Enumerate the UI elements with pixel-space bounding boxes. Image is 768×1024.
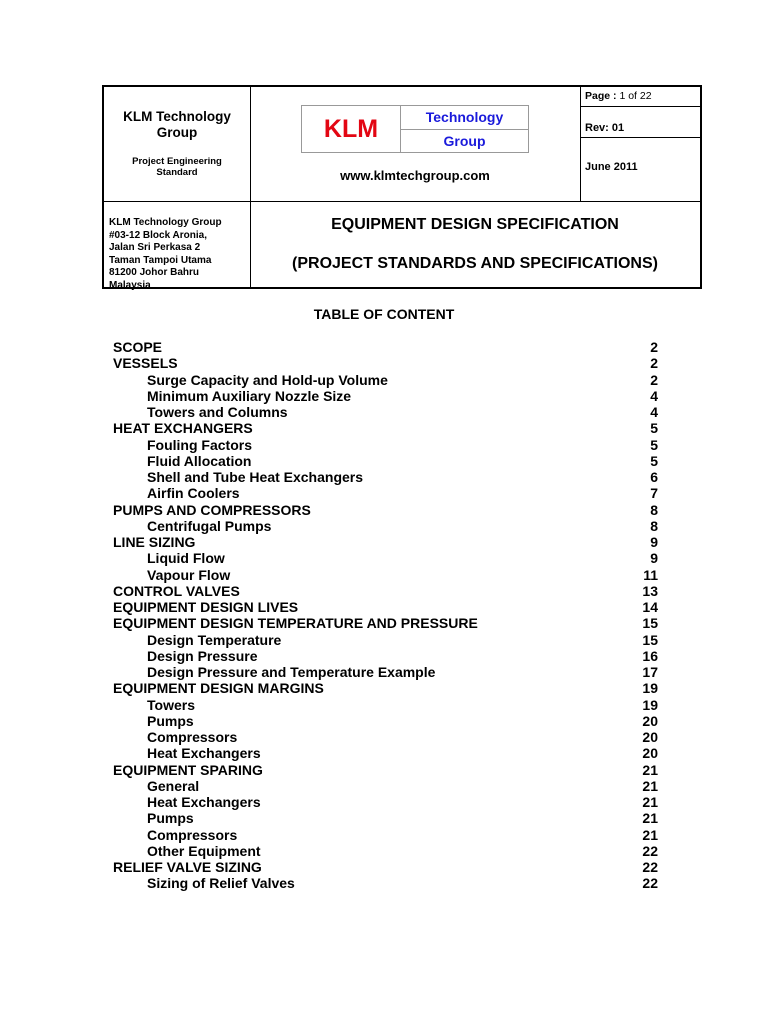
header-divider [104,201,700,202]
toc-entry[interactable] [113,502,658,518]
toc-entry-label: LINE SIZING [113,534,196,550]
toc-entry[interactable] [113,778,658,794]
toc-entry-page: 8 [650,517,658,534]
toc-entry-label: Pumps [147,810,194,827]
page-label: Page : [585,90,617,102]
address-line: Jalan Sri Perkasa 2 [109,242,201,253]
toc-entry-label: EQUIPMENT DESIGN TEMPERATURE AND PRESSURE [113,615,478,632]
toc-entry[interactable] [113,827,658,843]
header-divider [580,87,581,201]
toc-entry-page: 5 [650,420,658,437]
toc-entry-page: 19 [642,696,658,713]
toc-entry-page: 14 [642,599,658,615]
toc-entry-label: Pumps [147,712,194,729]
toc-entry[interactable] [113,859,658,875]
document-title: EQUIPMENT DESIGN SPECIFICATION [331,216,619,233]
toc-entry[interactable] [113,404,658,420]
revision: Rev: 01 [585,122,625,134]
toc-entry[interactable] [113,680,658,696]
toc-entry[interactable] [113,534,658,550]
toc-entry[interactable] [113,599,658,615]
toc-entry-label: Compressors [147,729,238,745]
toc-entry-page: 17 [642,664,658,680]
toc-entry-page: 9 [650,550,658,567]
toc-entry-label: Design Pressure [147,647,258,664]
header-divider [580,137,700,138]
toc-entry[interactable] [113,567,658,583]
toc-title: TABLE OF CONTENT [313,306,455,322]
header-divider [580,106,700,107]
toc-entry-label: Heat Exchangers [147,794,261,810]
toc-entry-page: 13 [642,582,658,599]
logo-group-text: Group [443,132,486,149]
toc-entry[interactable] [113,453,658,469]
toc-entry-label: Liquid Flow [147,550,225,567]
document-header [102,85,702,289]
toc-entry-label: EQUIPMENT DESIGN MARGINS [113,680,324,697]
toc-entry-page: 2 [650,339,658,355]
toc-entry-page: 20 [642,745,658,762]
company-address [109,217,249,292]
toc-entry[interactable] [113,697,658,713]
toc-entry-page: 9 [650,534,658,550]
toc-entry-label: Vapour Flow [147,566,231,583]
toc-entry-page: 21 [642,794,658,810]
toc-entry-label: Fluid Allocation [147,452,252,469]
toc-entry-page: 22 [642,859,658,875]
toc-entry-label: Design Pressure and Temperature Example [147,664,436,680]
toc-entry[interactable] [113,615,658,631]
toc-entry[interactable] [113,550,658,566]
toc-entry-page: 21 [642,826,658,843]
toc-entry-label: CONTROL VALVES [113,582,240,599]
toc-entry-label: Other Equipment [147,842,261,859]
toc-entry-page: 20 [642,729,658,745]
toc-entry-label: Design Temperature [147,631,282,648]
toc-entry-label: Fouling Factors [147,436,252,453]
toc-entry[interactable] [113,762,658,778]
klm-logo [301,105,529,153]
document-subtitle: (PROJECT STANDARDS AND SPECIFICATIONS) [292,255,658,272]
toc-entry-page: 21 [642,810,658,827]
toc-entry-page: 21 [642,777,658,794]
toc-entry-label: Sizing of Relief Valves [147,875,295,892]
toc-entry-page: 2 [650,371,658,388]
toc-entry[interactable] [113,713,658,729]
toc-entry-page: 21 [642,761,658,778]
toc-entry[interactable] [113,469,658,485]
toc-entry[interactable] [113,664,658,680]
toc-entry-label: PUMPS AND COMPRESSORS [113,501,311,518]
address-line: 81200 Johor Bahru [109,267,200,278]
toc-entry-page: 6 [650,469,658,485]
toc-entry[interactable] [113,518,658,534]
issue-date: June 2011 [585,161,638,173]
toc-entry-label: VESSELS [113,355,178,372]
toc-entry[interactable] [113,372,658,388]
toc-entry-page: 8 [650,501,658,518]
toc-entry-label: EQUIPMENT SPARING [113,761,263,778]
table-of-contents [113,339,658,892]
toc-entry-label: Heat Exchangers [147,745,261,762]
page-number [585,90,652,102]
toc-entry[interactable] [113,632,658,648]
toc-entry[interactable] [113,437,658,453]
toc-entry[interactable] [113,355,658,371]
toc-entry-page: 4 [650,387,658,404]
toc-entry-label: Towers and Columns [147,404,288,420]
toc-entry-page: 7 [650,485,658,502]
toc-entry-page: 5 [650,452,658,469]
toc-entry[interactable] [113,485,658,501]
toc-entry-label: SCOPE [113,339,163,355]
logo-technology-text: Technology [401,106,528,130]
logo-klm-text: KLM [302,106,401,152]
toc-entry[interactable] [113,420,658,436]
toc-entry-page: 4 [650,404,658,420]
address-line: #03-12 Block Aronia, [109,229,208,241]
toc-entry-page: 15 [642,615,658,632]
toc-entry-label: Surge Capacity and Hold-up Volume [147,371,388,388]
page-value: 1 of 22 [619,90,652,102]
toc-entry-page: 20 [642,712,658,729]
toc-entry[interactable] [113,388,658,404]
toc-entry-page: 5 [650,436,658,453]
address-line: Taman Tampoi Utama [109,254,212,266]
toc-entry[interactable] [113,745,658,761]
toc-entry[interactable] [113,583,658,599]
toc-entry[interactable] [113,875,658,891]
toc-entry-label: Shell and Tube Heat Exchangers [147,469,364,485]
toc-entry-page: 15 [642,631,658,648]
toc-entry-page: 22 [642,875,658,892]
address-line: KLM Technology Group [109,217,222,228]
website-link[interactable]: www.klmtechgroup.com [340,168,490,183]
toc-entry-page: 2 [650,355,658,372]
toc-entry[interactable] [113,843,658,859]
toc-entry-label: Centrifugal Pumps [147,517,272,534]
toc-entry[interactable] [113,339,658,355]
toc-entry-label: EQUIPMENT DESIGN LIVES [113,599,299,615]
toc-entry-label: Minimum Auxiliary Nozzle Size [147,387,352,404]
toc-entry-label: Compressors [147,826,238,843]
toc-entry-page: 19 [642,680,658,697]
toc-entry[interactable] [113,648,658,664]
toc-entry[interactable] [113,810,658,826]
toc-entry-label: General [147,777,200,794]
address-line: Malaysia [109,279,151,291]
toc-entry-label: Airfin Coolers [147,485,240,502]
toc-entry-label: RELIEF VALVE SIZING [113,859,262,875]
toc-entry-page: 11 [643,566,658,583]
toc-entry[interactable] [113,729,658,745]
toc-entry-page: 16 [642,647,658,664]
toc-entry-label: Towers [147,696,195,713]
company-name: KLM Technology Group [123,109,231,140]
doc-type: Project Engineering Standard [132,156,222,178]
toc-entry-page: 22 [642,842,658,859]
toc-entry-label: HEAT EXCHANGERS [113,420,253,437]
toc-entry[interactable] [113,794,658,810]
